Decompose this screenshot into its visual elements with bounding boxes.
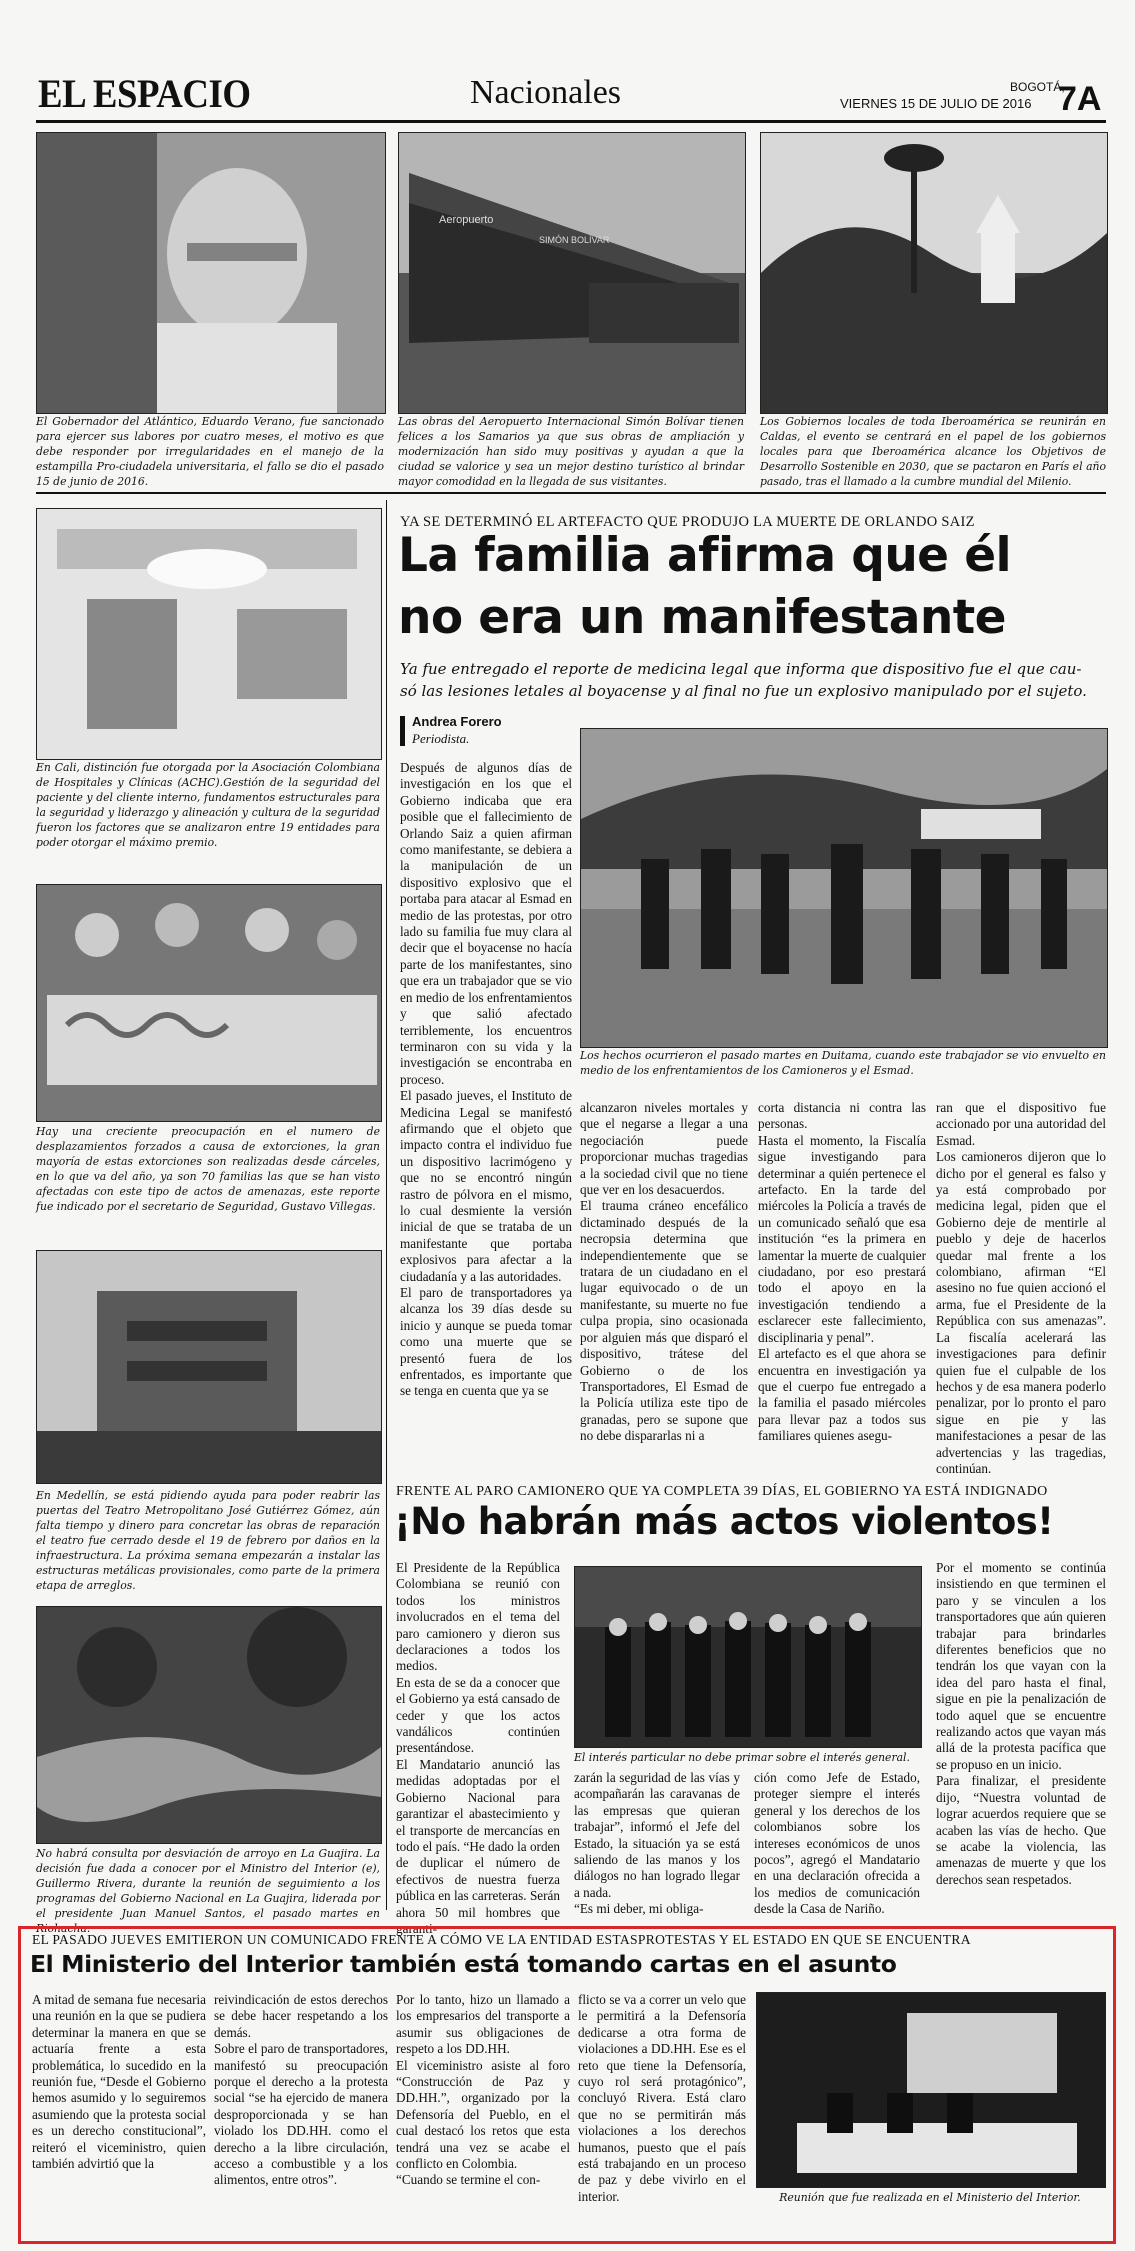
masthead-date: VIERNES 15 DE JULIO DE 2016 bbox=[840, 96, 1032, 111]
photo-press-conference bbox=[574, 1566, 922, 1748]
photo-hospital bbox=[36, 508, 382, 760]
newspaper-logo: EL ESPACIO bbox=[38, 71, 251, 116]
story2-kicker: FRENTE AL PARO CAMIONERO QUE YA COMPLETA 39 DÍAS, EL GOBIERNO YA ESTÁ INDIGNADO bbox=[396, 1484, 1048, 1499]
story3-headline: El Ministerio del Interior también está tomando cartas en el asunto bbox=[30, 1950, 897, 1978]
caption-airport: Las obras del Aeropuerto Internacional Simón Bolívar tienen felices a los Samarios ya que sus obras de ampliación y modernización han sido muy positivas y ayudan a que la ciudad se valorice y sea un mejor destino turístico al brindar mayor comodidad en la llegada de sus visitantes. bbox=[398, 415, 744, 488]
story2-headline: ¡No habrán más actos violentos! bbox=[394, 1500, 1054, 1543]
story2-col1 bbox=[396, 1560, 560, 1937]
story1-col4-p2: Los camioneros dijeron que lo dicho por el general es falso y ya está comprobado por medicina legal, piden que el Gobierno deje de mentirle al pueblo y deje de hacerlos quedar mal frente a los colombiano, afirman “El asesino no fue quien accionó el arma, fue el Presidente de la República con sus amenazas”. La fiscalía acelerará las investigaciones para definir quien fue el culpable de los hechos y de esa manera poderlo penalizar, por lo pronto el paro sigue en pie y las manifestaciones a pesar de las advertencias y las tragedias, continúan. bbox=[936, 1149, 1106, 1476]
story1-col3-p3: El artefacto es el que ahora se encuentra en investigación ya que el cuerpo fue entregado a la familia el pasado miércoles para llevar paz a todos sus familiares quienes asegu- bbox=[758, 1346, 926, 1444]
story1-deck-line1: Ya fue entregado el reporte de medicina legal que informa que dispositivo fue el que cau- bbox=[400, 660, 1082, 678]
masthead-rule bbox=[36, 120, 1106, 123]
story1-author: Andrea Forero bbox=[412, 714, 502, 729]
story3-col4-p1: flicto se va a correr un velo que le permitirá a la Defensoría dedicarse a otra forma de violaciones a DD.HH. Ese es el reto que tiene la Defensoría, cuyo rol será protagónico”, concluyó Rivera. Está claro que no se permitirán más violaciones a los derechos humanos, puesto que el país está trabajando en un proceso de paz y debe vivirlo en el interior. bbox=[578, 1992, 746, 2204]
photo-creek bbox=[36, 1606, 382, 1844]
story1-col1 bbox=[400, 760, 572, 1400]
caption-duitama: Los hechos ocurrieron el pasado martes en Duitama, cuando este trabajador se vio envuelto en medio de los enfrentamientos de los Camioneros y el Esmad. bbox=[580, 1049, 1106, 1077]
story2-col1-p2: En esta de se da a conocer que el Gobierno ya está cansado de ceder y que los actos vandálicos continúen presentándose. bbox=[396, 1674, 560, 1756]
photo-protest bbox=[36, 884, 382, 1122]
airport-sign-subtext: SIMÓN BOLÍVAR bbox=[539, 235, 610, 245]
story2-col2 bbox=[574, 1770, 740, 1918]
story2-col2-p2: “Es mi deber, mi obliga- bbox=[574, 1901, 704, 1917]
story1-col2-p2: El trauma cráneo encefálico dictaminado después de la necropsia determina que independientemente que se tratara de un ciudadano en el lugar equivocado o de un manifestante, su muerte no fue culpa propia, sino ocasionada por alguien más que disparó el dispositivo, trátese del Gobierno o de los Transportadores, El Esmad de la Policía utiliza este tipo de granadas, pero se supone que no debe dispararlas ni a bbox=[580, 1198, 748, 1444]
story1-col1-p1: Después de algunos días de investigación en los que el Gobierno indicaba que era posible que el fallecimiento de Orlando Saiz a quien afirman como manifestante, se debiera a la manipulación de un dispositivo explosivo que el portaba para atacar al Esmad en medio de las protestas, por otro lado su familia fue muy clara al decir que el boyacense no hacía parte de los manifestantes, sino que era un trabajador que se vio en medio de los enfrentamientos y que salió afectado terriblemente, los encuentros terminaron con su vida y la investigación se encontraba en proceso. bbox=[400, 760, 572, 1087]
caption-hospital: En Cali, distinción fue otorgada por la Asociación Colombiana de Hospitales y Clínicas (ACHC).Gestión de la seguridad del paciente y del cliente interno, fundamentos estructurales para la seguridad y liderazgo y alineación y cultura de la seguridad fueron los factores que se analizaron entre 19 entidades para poder otorgar el máximo premio. bbox=[36, 761, 380, 849]
caption-protest: Hay una creciente preocupación en el numero de desplazamientos forzados a causa de extorciones, la gran mayoría de estas extorciones son realizadas desde cárceles, en lo que va del año, ya son 70 familias las que se han visto afectadas con este tipo de actos de amenazas, este reporte fue indicado por el secretario de Seguridad, Gustavo Villegas. bbox=[36, 1125, 380, 1213]
story2-col1-p3: El Mandatario anunció las medidas adoptadas por el Gobierno Nacional para garantizar el abastecimiento y el transporte de mercancías en todo el país. “He dado la orden de duplicar el número de efectivos de nuestra fuerza pública en las carreteras. Serán ahora 50 mil hombres que garanti- bbox=[396, 1756, 560, 1936]
caption-creek: No habrá consulta por desviación de arroyo en La Guajira. La decisión fue dada a conocer por el Ministro del Interior (e), Guillermo Rivera, durante la reunión de seguimiento a los programas del Gobierno Nacional en La Guajira, liderada por el presidente Juan Manuel Santos, el pasado martes en Riohacha. bbox=[36, 1847, 380, 1935]
photo-ministry-meeting bbox=[756, 1992, 1106, 2188]
story2-col4-p2: Para finalizar, el presidente dijo, “Nuestra voluntad de lograr acuerdos requiere que se acaben las vías de hecho. Que se acabe la violencia, las amenazas de muerte y que los derechos sean respetados. bbox=[936, 1773, 1106, 1887]
caption-governor: El Gobernador del Atlántico, Eduardo Verano, fue sancionado para ejercer sus labores por cuatro meses, el motivo es que debe responder por irregularidades en el manejo de la estampilla Pro-ciudadela universitaria, el fallo se dio el pasado 15 de junio de 2016. bbox=[36, 415, 384, 488]
story3-col3-p1: Por lo tanto, hizo un llamado a los empresarios del transporte a asumir sus obligaciones de respeto a los DD.HH. bbox=[396, 1992, 570, 2057]
caption-press-conference: El interés particular no debe primar sobre el interés general. bbox=[574, 1751, 910, 1764]
story3-col3-p3: “Cuando se termine el con- bbox=[396, 2172, 541, 2188]
story1-col3-p2: Hasta el momento, la Fiscalía sigue investigando para determinar a quién pertenece el artefacto. En la tarde del miércoles la Policía a través de un comunicado señaló que esa institución “es la primera en lamentar la muerte de cualquier ciudadano, por eso prestará todo el apoyo en la investigación tendiendo a esclarecer este fallecimiento, disciplinaria y penal”. bbox=[758, 1132, 926, 1345]
story2-col4 bbox=[936, 1560, 1106, 1888]
story1-kicker: YA SE DETERMINÓ EL ARTEFACTO QUE PRODUJO LA MUERTE DE ORLANDO SAIZ bbox=[400, 514, 975, 530]
story3-col1 bbox=[32, 1992, 206, 2172]
story1-headline-line1: La familia afirma que él bbox=[398, 528, 1012, 583]
page-number: 7A bbox=[1058, 80, 1102, 118]
masthead-city: BOGOTÁ, bbox=[1010, 80, 1065, 94]
masthead bbox=[0, 0, 1135, 128]
story3-col1-p1: A mitad de semana fue necesaria una reunión en la que se pudiera determinar la manera en que se actuaría frente a esta problemática, lo sucedido en la reunión fue, “Desde el Gobierno hemos asumido y lo seguiremos asumiendo que la protesta social es un derecho constitucional”, reiteró el viceministro, quien también advirtió que la bbox=[32, 1992, 206, 2172]
photo-airport bbox=[398, 132, 746, 414]
story1-col2-p1: alcanzaron niveles mortales y que el negarse a llegar a una negociación puede proporcionar muchas tragedias a la sociedad civil que no tiene que ver en los desacuerdos. bbox=[580, 1100, 748, 1198]
story2-col1-p1: El Presidente de la República Colombiana se reunió con todos los ministros involucrados en el tema del paro camionero y dieron sus declaraciones a todos los medios. bbox=[396, 1560, 560, 1674]
story2-col2-p1: zarán la seguridad de las vías y acompañarán las caravanas de las empresas que quieran trabajar”, informó el Jefe del Estado, la situación ya se está saliendo de las manos y los diálogos no han logrado llegar a nada. bbox=[574, 1770, 740, 1900]
story3-col2-p1: reivindicación de estos derechos se debe hacer respetando a los demás. bbox=[214, 1992, 388, 2040]
story3-kicker: EL PASADO JUEVES EMITIERON UN COMUNICADO FRENTE A CÓMO VE LA ENTIDAD ESTASPROTESTAS Y EL ESTADO EN QUE SE ENCUENTRA bbox=[32, 1932, 971, 1947]
story1-col1-p3: El paro de transportadores ya alcanza los 39 días desde su inicio y aunque se pueda tomar como una muerte que se presentó fuera de los enfrentados, es importante que se tenga en cuenta que ya se bbox=[400, 1285, 572, 1399]
story1-col2 bbox=[580, 1100, 748, 1445]
story1-headline-line2: no era un manifestante bbox=[398, 590, 1006, 645]
story3-col3-p2: El viceministro asiste al foro “Construcción de Paz y DD.HH.”, organizado por la Defensoría del Pueblo, en el cual destacó los retos que esta tendrá una vez se acabe el conflicto en Colombia. bbox=[396, 2057, 570, 2172]
story1-col3 bbox=[758, 1100, 926, 1445]
sidebar-divider bbox=[386, 500, 387, 1910]
story1-col3-p1: corta distancia ni contra las personas. bbox=[758, 1100, 926, 1132]
story2-col4-p1: Por el momento se continúa insistiendo en que terminen el paro y se vinculen a los transportadores que aún quieren trabajar para brindarles diferentes beneficios que no tendrán los que vayan con la idea del paro hasta el final, sigue en pie la penalización de todo aquel que se encuentre realizando actos que vayan más allá de la protesta pacífica que se propuso en un inicio. bbox=[936, 1560, 1106, 1772]
photo-theater bbox=[36, 1250, 382, 1484]
story2-col3-p1: ción como Jefe de Estado, proteger siempre el interés general y los derechos de los colombianos sobre los intereses económicos de unos pocos”, agregó el Mandatario en una declaración ofrecida a los medios de comunicación desde la Casa de Nariño. bbox=[754, 1770, 920, 1917]
caption-ministry-meeting: Reunión que fue realizada en el Ministerio del Interior. bbox=[779, 2191, 1081, 2204]
story1-col4 bbox=[936, 1100, 1106, 1477]
story3-col3 bbox=[396, 1992, 570, 2189]
byline-bar bbox=[400, 716, 405, 746]
photo-caldas-town bbox=[760, 132, 1108, 414]
story2-col3 bbox=[754, 1770, 920, 1918]
story1-deck-line2: só las lesiones letales al boyacense y al final no fue un explosivo manipulado por el sujeto. bbox=[400, 682, 1087, 700]
airport-sign-text: Aeropuerto bbox=[439, 214, 494, 226]
story3-col2 bbox=[214, 1992, 388, 2189]
row-divider bbox=[36, 492, 1106, 494]
section-title: Nacionales bbox=[470, 74, 622, 111]
photo-duitama bbox=[580, 728, 1108, 1048]
caption-caldas: Los Gobiernos locales de toda Iberoamérica se reunirán en Caldas, el evento se centrará en el papel de los gobiernos locales para que Iberoamérica alcance los Objetivos de Desarrollo Sostenible en 2030, que se pactaron en París el año pasado, tras el llamado a la cumbre mundial del Milenio. bbox=[760, 415, 1106, 488]
story3-col4 bbox=[578, 1992, 746, 2205]
photo-governor bbox=[36, 132, 386, 414]
story3-col2-p2: Sobre el paro de transportadores, manifestó su preocupación porque el derecho a la protesta social “se ha ejercido de manera desproporcionada y se han violado los DD.HH. como el derecho a la libre circulación, acceso a combustible y a los alimentos, entre otros”. bbox=[214, 2041, 388, 2188]
story1-col4-p1: ran que el dispositivo fue accionado por una autoridad del Esmad. bbox=[936, 1100, 1106, 1148]
caption-theater: En Medellín, se está pidiendo ayuda para poder reabrir las puertas del Teatro Metropolitano José Gutiérrez Gómez, aún falta tiempo y dinero para concretar las obras de reparación el teatro fue cerrado desde el 19 de febrero por daños en la infraestructura. La próxima semana empezarán a instalar las estructuras metálicas provisionales, como parte de la primera etapa de arreglos. bbox=[36, 1489, 380, 1592]
story1-col1-p2: El pasado jueves, el Instituto de Medicina Legal se manifestó afirmando que el objeto que impacto contra el individuo fue un dispositivo lacrimógeno y que no se encontró ningún rastro de pólvora en el mismo, lo cual desmiente la versión inicial de que se trataba de un manifestante que portaba explosivos para afectar a la ciudadanía y a las autoridades. bbox=[400, 1088, 572, 1284]
story1-author-role: Periodista. bbox=[412, 731, 470, 746]
